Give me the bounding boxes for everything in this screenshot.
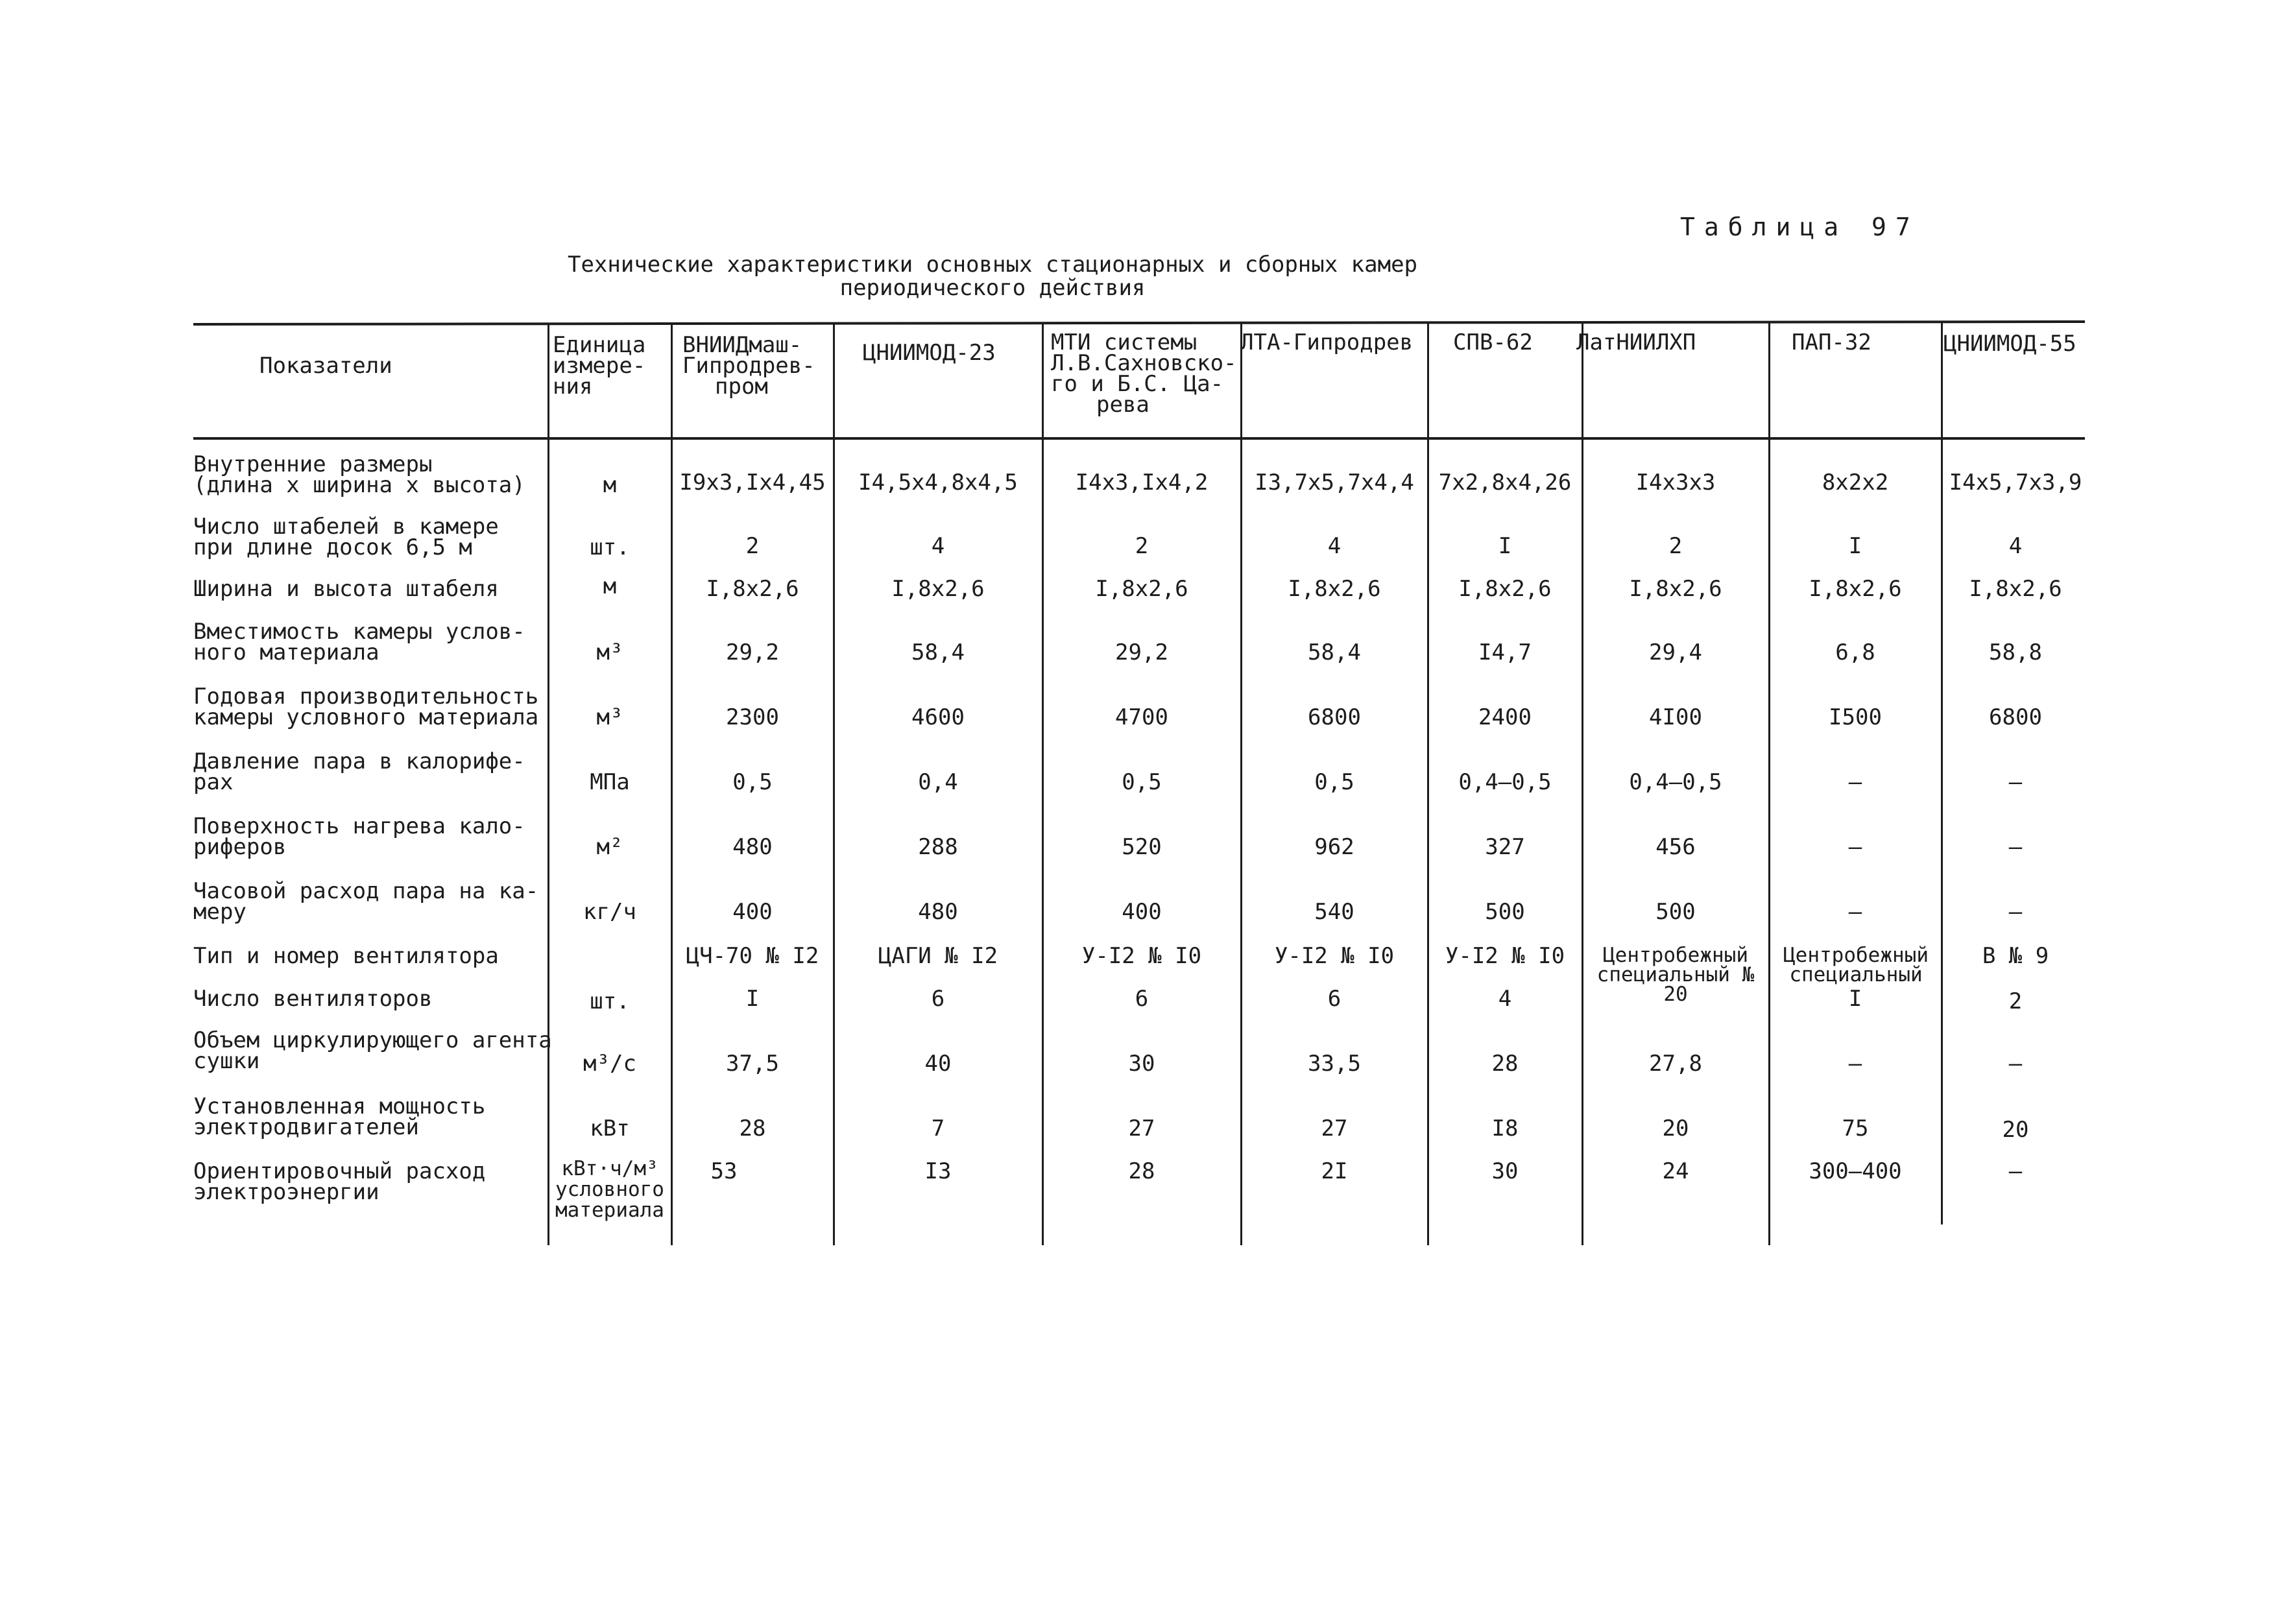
row-7-col-6: 456 xyxy=(1655,834,1696,860)
header-col-5: СПВ-62 xyxy=(1453,329,1533,355)
row-7-col-7: – xyxy=(1848,834,1862,860)
row-3-col-4: I,8x2,6 xyxy=(1288,576,1381,602)
row-3-col-7: I,8x2,6 xyxy=(1809,576,1902,602)
row-11-col-5: 28 xyxy=(1491,1051,1519,1077)
header-col-6: ЛатНИИЛХП xyxy=(1576,329,1696,355)
row-10-col-8: 2 xyxy=(2008,988,2023,1014)
row-10-col-1: I xyxy=(745,986,760,1012)
row-12-col-6: 20 xyxy=(1662,1116,1689,1141)
header-col-4: ЛТА-Гипродрев xyxy=(1240,329,1414,355)
row-4-unit: м³ xyxy=(596,639,623,665)
row-11-col-4: 33,5 xyxy=(1308,1051,1361,1077)
row-5-col-4: 6800 xyxy=(1308,704,1361,730)
row-9-col-2: ЦАГИ № I2 xyxy=(878,943,998,969)
row-1-col-4: I3,7x5,7x4,4 xyxy=(1255,470,1414,496)
header-top-rule xyxy=(193,320,2085,326)
row-12-unit: кВт xyxy=(590,1116,630,1141)
row-10-col-4: 6 xyxy=(1327,986,1342,1012)
row-1-col-5: 7x2,8x4,26 xyxy=(1438,470,1572,496)
row-8-col-8: – xyxy=(2008,899,2023,925)
row-1-col-8: I4x5,7x3,9 xyxy=(1949,470,2082,496)
row-4-col-4: 58,4 xyxy=(1308,639,1361,665)
row-8-col-6: 500 xyxy=(1655,899,1696,925)
row-6-col-4: 0,5 xyxy=(1314,769,1354,795)
row-1-col-1: I9x3,Ix4,45 xyxy=(679,470,826,496)
row-2-col-3: 2 xyxy=(1135,533,1149,559)
row-7-col-3: 520 xyxy=(1122,834,1162,860)
row-5-col-3: 4700 xyxy=(1115,704,1168,730)
row-3-col-6: I,8x2,6 xyxy=(1629,576,1722,602)
row-12-col-5: I8 xyxy=(1491,1116,1519,1141)
row-8-col-3: 400 xyxy=(1122,899,1162,925)
row-7-col-4: 962 xyxy=(1314,834,1354,860)
header-col-1: ВНИИДмаш- Гипродрев- пром xyxy=(682,332,815,400)
row-5-col-8: 6800 xyxy=(1989,704,2042,730)
row-12-indicator: Установленная мощность электродвигателей xyxy=(193,1093,486,1140)
row-4-col-3: 29,2 xyxy=(1115,639,1168,665)
row-2-col-6: 2 xyxy=(1668,533,1683,559)
row-7-col-5: 327 xyxy=(1485,834,1525,860)
row-11-col-8: – xyxy=(2008,1051,2023,1077)
row-3-col-8: I,8x2,6 xyxy=(1969,576,2062,602)
row-11-col-6: 27,8 xyxy=(1649,1051,1702,1077)
row-3-col-2: I,8x2,6 xyxy=(891,576,985,602)
row-10-col-7: I xyxy=(1848,986,1862,1012)
row-7-indicator: Поверхность нагрева кало- риферов xyxy=(193,813,525,860)
row-2-col-1: 2 xyxy=(745,533,760,559)
row-4-col-6: 29,4 xyxy=(1649,639,1702,665)
row-2-col-5: I xyxy=(1498,533,1512,559)
row-6-col-1: 0,5 xyxy=(732,769,773,795)
row-4-col-5: I4,7 xyxy=(1478,639,1532,665)
row-3-col-3: I,8x2,6 xyxy=(1095,576,1188,602)
row-6-col-7: – xyxy=(1848,769,1862,795)
row-2-unit: шт. xyxy=(590,534,630,560)
row-6-col-8: – xyxy=(2008,769,2023,795)
row-13-unit: кВт·ч/м³ условного материала xyxy=(555,1157,664,1222)
row-3-col-1: I,8x2,6 xyxy=(706,576,799,602)
row-9-col-7: Центробежный специальный xyxy=(1783,944,1929,986)
row-13-col-3: 28 xyxy=(1128,1158,1155,1184)
header-col-7: ПАП-32 xyxy=(1792,329,1871,355)
header-col-8: ЦНИИМОД-55 xyxy=(1943,331,2076,357)
row-9-col-4: У-I2 № I0 xyxy=(1274,943,1395,969)
row-1-col-3: I4x3,Ix4,2 xyxy=(1075,470,1209,496)
row-13-col-8: – xyxy=(2008,1158,2023,1184)
row-10-col-5: 4 xyxy=(1498,986,1512,1012)
row-7-col-2: 288 xyxy=(918,834,958,860)
row-13-col-6: 24 xyxy=(1662,1158,1689,1184)
header-unit: Единица измере- ния xyxy=(553,332,646,400)
row-6-col-6: 0,4–0,5 xyxy=(1629,769,1722,795)
row-9-indicator: Тип и номер вентилятора xyxy=(193,943,499,969)
row-9-col-1: ЦЧ-70 № I2 xyxy=(686,943,819,969)
row-13-col-4: 2I xyxy=(1321,1158,1348,1184)
row-7-unit: м² xyxy=(596,834,623,860)
row-9-col-3: У-I2 № I0 xyxy=(1081,943,1202,969)
row-13-col-2: I3 xyxy=(924,1158,952,1184)
row-12-col-4: 27 xyxy=(1321,1116,1348,1141)
row-5-col-7: I500 xyxy=(1829,704,1882,730)
row-8-col-2: 480 xyxy=(918,899,958,925)
row-7-col-8: – xyxy=(2008,834,2023,860)
row-11-unit: м³/с xyxy=(583,1051,636,1077)
row-11-col-2: 40 xyxy=(924,1051,952,1077)
row-1-col-7: 8x2x2 xyxy=(1822,470,1889,496)
row-8-col-4: 540 xyxy=(1314,899,1354,925)
row-5-col-1: 2300 xyxy=(726,704,779,730)
row-2-col-4: 4 xyxy=(1327,533,1342,559)
row-12-col-8: 20 xyxy=(2002,1117,2029,1143)
row-5-indicator: Годовая производительность камеры условного материала xyxy=(193,684,539,730)
header-col-2: ЦНИИМОД-23 xyxy=(863,340,996,366)
row-6-col-5: 0,4–0,5 xyxy=(1458,769,1552,795)
row-8-col-7: – xyxy=(1848,899,1862,925)
row-8-col-5: 500 xyxy=(1485,899,1525,925)
row-3-col-5: I,8x2,6 xyxy=(1458,576,1552,602)
row-1-indicator: Внутренние размеры (длина х ширина х высота) xyxy=(193,451,525,498)
row-9-col-8: В № 9 xyxy=(1982,943,2049,969)
row-4-indicator: Вместимость камеры услов- ного материала xyxy=(193,619,525,665)
row-6-col-2: 0,4 xyxy=(918,769,958,795)
row-9-col-6: Центробежный специальный № 20 xyxy=(1596,944,1755,1006)
row-11-indicator: Объем циркулирующего агента сушки xyxy=(193,1027,552,1074)
row-12-col-7: 75 xyxy=(1842,1116,1869,1141)
header-bottom-rule xyxy=(193,437,2085,440)
row-10-indicator: Число вентиляторов xyxy=(193,986,433,1012)
row-5-col-6: 4I00 xyxy=(1649,704,1702,730)
row-6-indicator: Давление пара в калорифе- рах xyxy=(193,748,525,795)
row-1-col-2: I4,5x4,8x4,5 xyxy=(858,470,1018,496)
row-4-col-8: 58,8 xyxy=(1989,639,2042,665)
header-col-3: МТИ системы Л.В.Сахновско- го и Б.С. Ца- рева xyxy=(1051,329,1237,418)
row-6-col-3: 0,5 xyxy=(1122,769,1162,795)
title-line-1: Технические характеристики основных стационарных и сборных камер xyxy=(567,252,1418,278)
title-line-2: периодического действия xyxy=(839,275,1146,301)
row-4-col-1: 29,2 xyxy=(726,639,779,665)
row-10-col-3: 6 xyxy=(1135,986,1149,1012)
header-indicator: Показатели xyxy=(259,353,392,379)
row-4-col-2: 58,4 xyxy=(911,639,965,665)
row-1-unit: м xyxy=(603,472,617,498)
table-label: Таблица 97 xyxy=(1680,213,1919,241)
row-5-unit: м³ xyxy=(596,704,623,730)
row-11-col-3: 30 xyxy=(1128,1051,1155,1077)
row-12-col-2: 7 xyxy=(931,1116,945,1141)
table-title xyxy=(519,253,1466,300)
row-8-indicator: Часовой расход пара на ка- меру xyxy=(193,878,539,925)
row-1-col-6: I4x3x3 xyxy=(1635,470,1716,496)
row-2-col-2: 4 xyxy=(931,533,945,559)
row-12-col-1: 28 xyxy=(739,1116,766,1141)
row-5-col-2: 4600 xyxy=(911,704,965,730)
row-10-unit: шт. xyxy=(590,988,630,1014)
row-5-col-5: 2400 xyxy=(1478,704,1532,730)
row-4-col-7: 6,8 xyxy=(1835,639,1875,665)
row-12-col-3: 27 xyxy=(1128,1116,1155,1141)
row-13-col-5: 30 xyxy=(1491,1158,1519,1184)
row-11-col-1: 37,5 xyxy=(726,1051,779,1077)
row-6-unit: МПа xyxy=(590,769,630,795)
row-10-col-2: 6 xyxy=(931,986,945,1012)
row-3-indicator: Ширина и высота штабеля xyxy=(193,576,499,602)
row-11-col-7: – xyxy=(1848,1051,1862,1077)
row-13-indicator: Ориентировочный расход электроэнергии xyxy=(193,1158,486,1205)
row-9-col-5: У-I2 № I0 xyxy=(1445,943,1565,969)
row-7-col-1: 480 xyxy=(732,834,773,860)
row-13-col-7: 300–400 xyxy=(1809,1158,1902,1184)
row-8-col-1: 400 xyxy=(732,899,773,925)
row-2-col-7: I xyxy=(1848,533,1862,559)
row-8-unit: кг/ч xyxy=(583,899,636,925)
row-2-indicator: Число штабелей в камере при длине досок 6,5 м xyxy=(193,514,499,560)
row-2-col-8: 4 xyxy=(2008,533,2023,559)
row-3-unit: м xyxy=(603,573,617,599)
row-13-col-1: 53 xyxy=(710,1158,738,1184)
